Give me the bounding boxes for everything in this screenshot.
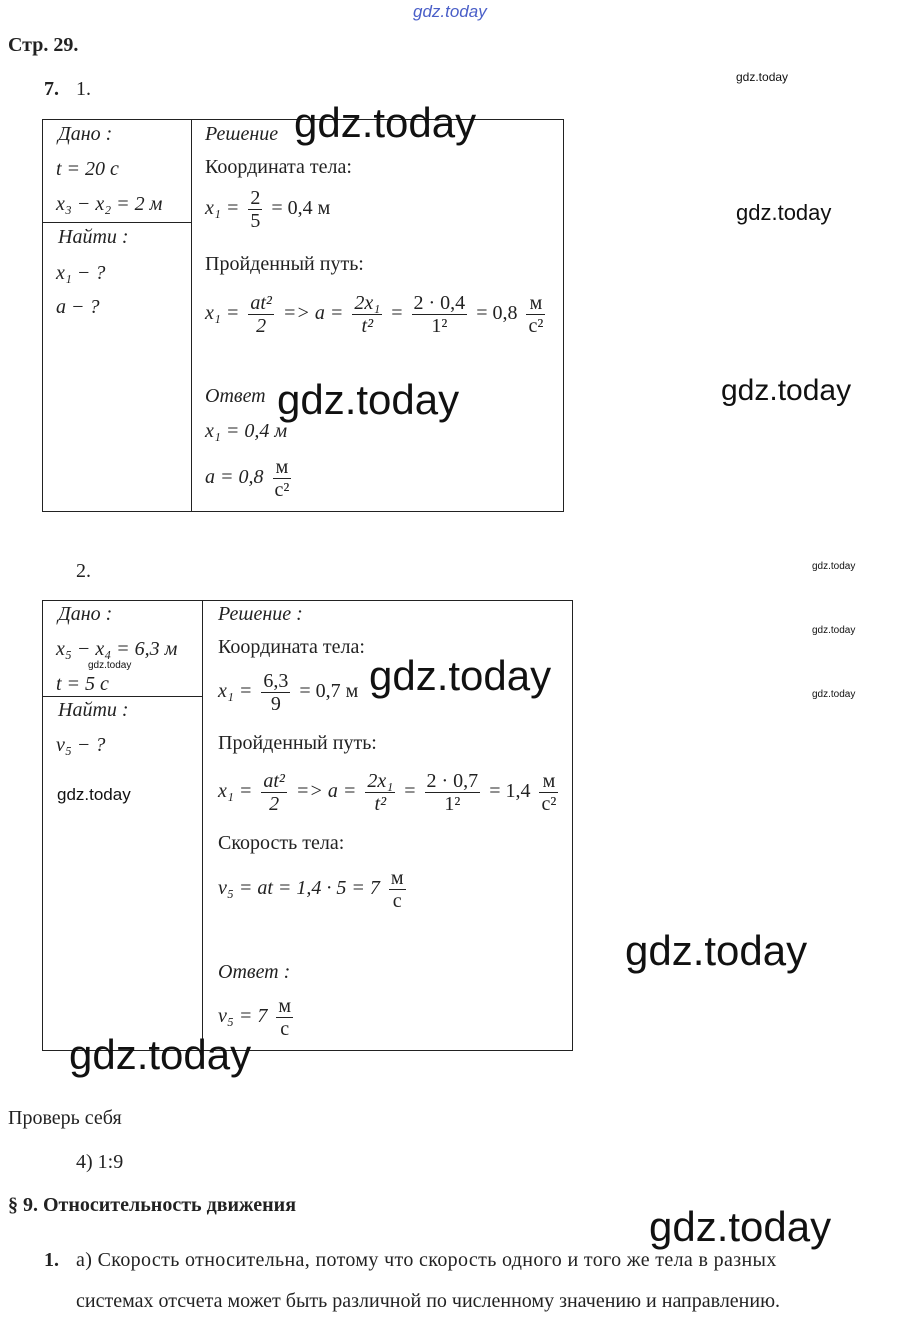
p2-eq2-f1-den: 2 (269, 793, 280, 815)
page-reference: Стр. 29. (8, 34, 79, 56)
watermark: gdz.today (294, 99, 477, 146)
p1-eq2-eq: = (391, 302, 403, 325)
p1-eq2-f2-num: 2x₁ (354, 292, 381, 314)
p2-given-2: t = 5 с (56, 673, 109, 695)
watermark: gdz.today (57, 785, 131, 804)
question-1-line-1: а) Скорость относительна, потому что скорость одного и того же тела в разных (76, 1249, 777, 1271)
p1-eq2-mid: => a = (282, 302, 344, 325)
p1-eq2-f1-den: 2 (256, 315, 267, 337)
watermark: gdz.today (812, 689, 856, 700)
p1-eq2-unit-num: м (526, 292, 545, 315)
p2-ans1-text: v₅ = 7 (218, 1005, 268, 1028)
problem-1-given-divider (42, 222, 191, 223)
p2-eq3-unit (389, 867, 406, 912)
p1-eq2-lhs: x₁ = (205, 302, 240, 325)
p1-equation-1 (205, 187, 330, 232)
p2-given-1: x₅ − x₄ = 6,3 м (56, 638, 178, 660)
p1-dano-label: Дано : (58, 123, 113, 145)
p2-equation-1 (218, 670, 358, 715)
p2-eq2-frac2 (365, 770, 395, 815)
p2-speed-label: Скорость тела: (218, 832, 345, 854)
watermark: gdz.today (736, 200, 832, 225)
p2-ans1-unit (276, 995, 293, 1040)
p1-given-1: t = 20 с (56, 158, 119, 180)
p2-eq2-unit (539, 770, 558, 815)
p1-eq1-lhs: x₁ = (205, 197, 240, 220)
p2-ans1-unit-num: м (278, 995, 291, 1017)
p2-dano-label: Дано : (58, 603, 113, 625)
watermark: gdz.today (812, 625, 856, 636)
p2-eq3-unit-num: м (390, 867, 404, 889)
p1-eq2-unit (526, 292, 545, 337)
watermark: gdz.today (88, 660, 132, 671)
p2-eq1-rhs: = 0,7 м (299, 680, 359, 703)
p2-otvet-label: Ответ : (218, 961, 291, 983)
problem-1-divider (191, 119, 192, 511)
p1-ans2-text: a = 0,8 (205, 466, 264, 489)
p2-reshenie-label: Решение : (218, 603, 303, 625)
p1-find-2: a − ? (56, 296, 100, 318)
p1-ans2-unit-den: с² (274, 479, 290, 501)
check-yourself-answer: 4) 1:9 (76, 1151, 124, 1173)
p1-eq2-f3-den: 1² (431, 315, 448, 337)
p1-eq2-f3-num: 2 · 0,4 (413, 292, 466, 314)
watermark: gdz.today (369, 652, 552, 699)
p2-equation-2 (218, 770, 562, 815)
p2-eq1-num: 6,3 (263, 670, 289, 692)
p1-ans2-unit (273, 456, 292, 501)
p1-eq1-num: 2 (250, 187, 261, 209)
p1-eq1-rhs: = 0,4 м (271, 197, 331, 220)
problem-2-divider (202, 600, 203, 1050)
p2-eq3-text: v₅ = at = 1,4 · 5 = 7 (218, 877, 380, 900)
p2-eq2-frac3 (425, 770, 481, 815)
watermark: gdz.today (649, 1203, 832, 1250)
p1-answer-1: x₁ = 0,4 м (205, 420, 288, 442)
p1-eq1-fraction (248, 187, 262, 232)
watermark: gdz.today (69, 1031, 252, 1078)
question-1-number: 1. (44, 1249, 59, 1271)
question-1-line-2: системах отсчета может быть различной по численному значению и направлению. (76, 1290, 781, 1312)
p2-eq2-eq: = (404, 780, 416, 803)
p2-eq2-unit-den: с² (541, 793, 557, 815)
section-title: § 9. Относительность движения (8, 1194, 297, 1216)
p2-eq2-unit-num: м (539, 770, 558, 793)
p1-eq2-frac1 (248, 292, 274, 337)
p1-given-2: x₃ − x₂ = 2 м (56, 193, 163, 215)
watermark: gdz.today (736, 70, 789, 84)
p1-eq1-den: 5 (250, 210, 261, 232)
watermark: gdz.today (277, 376, 460, 423)
p2-eq1-lhs: x₁ = (218, 680, 253, 703)
p1-answer-2 (205, 456, 295, 501)
p1-reshenie-label: Решение (205, 123, 279, 145)
p2-eq2-frac1 (261, 770, 287, 815)
p1-eq2-result: = 0,8 (476, 302, 518, 325)
p2-eq2-mid: => a = (295, 780, 357, 803)
p1-eq2-frac2 (352, 292, 382, 337)
p1-find-1: x₁ − ? (56, 262, 106, 284)
problem-1-number: 1. (76, 78, 91, 100)
p2-path-label: Пройденный путь: (218, 732, 377, 754)
p2-eq2-result: = 1,4 (489, 780, 531, 803)
p2-eq2-f1-num: at² (263, 770, 285, 792)
watermark: gdz.today (812, 561, 856, 572)
p1-path-label: Пройденный путь: (205, 253, 364, 275)
p2-coord-label: Координата тела: (218, 636, 365, 658)
p2-eq2-f3-num: 2 · 0,7 (426, 770, 479, 792)
p1-equation-2 (205, 292, 549, 337)
p2-naiti-label: Найти : (58, 699, 129, 721)
p1-otvet-label: Ответ (205, 385, 266, 407)
check-yourself-label: Проверь себя (8, 1107, 122, 1129)
p2-eq1-den: 9 (270, 693, 281, 715)
p1-eq2-f1-num: at² (250, 292, 272, 314)
problem-2-given-divider (42, 696, 202, 697)
p2-eq2-lhs: x₁ = (218, 780, 253, 803)
p2-eq2-f2-den: t² (374, 793, 387, 815)
p2-eq3-unit-den: с (392, 890, 402, 912)
p2-equation-3 (218, 867, 410, 912)
header-watermark: gdz.today (413, 2, 487, 21)
watermark: gdz.today (625, 927, 808, 974)
task-number: 7. (44, 78, 59, 100)
p1-ans2-unit-num: м (273, 456, 292, 479)
p1-naiti-label: Найти : (58, 226, 129, 248)
p2-eq2-f2-num: 2x₁ (367, 770, 394, 792)
watermark: gdz.today (721, 374, 852, 407)
p1-eq2-frac3 (412, 292, 468, 337)
p1-eq2-f2-den: t² (361, 315, 374, 337)
problem-2-number: 2. (76, 560, 91, 582)
p2-eq2-f3-den: 1² (444, 793, 461, 815)
p2-eq1-fraction (261, 670, 290, 715)
p1-eq2-unit-den: с² (528, 315, 544, 337)
p1-coord-label: Координата тела: (205, 156, 352, 178)
p2-find-1: v₅ − ? (56, 734, 106, 756)
p2-ans1-unit-den: с (280, 1018, 290, 1040)
